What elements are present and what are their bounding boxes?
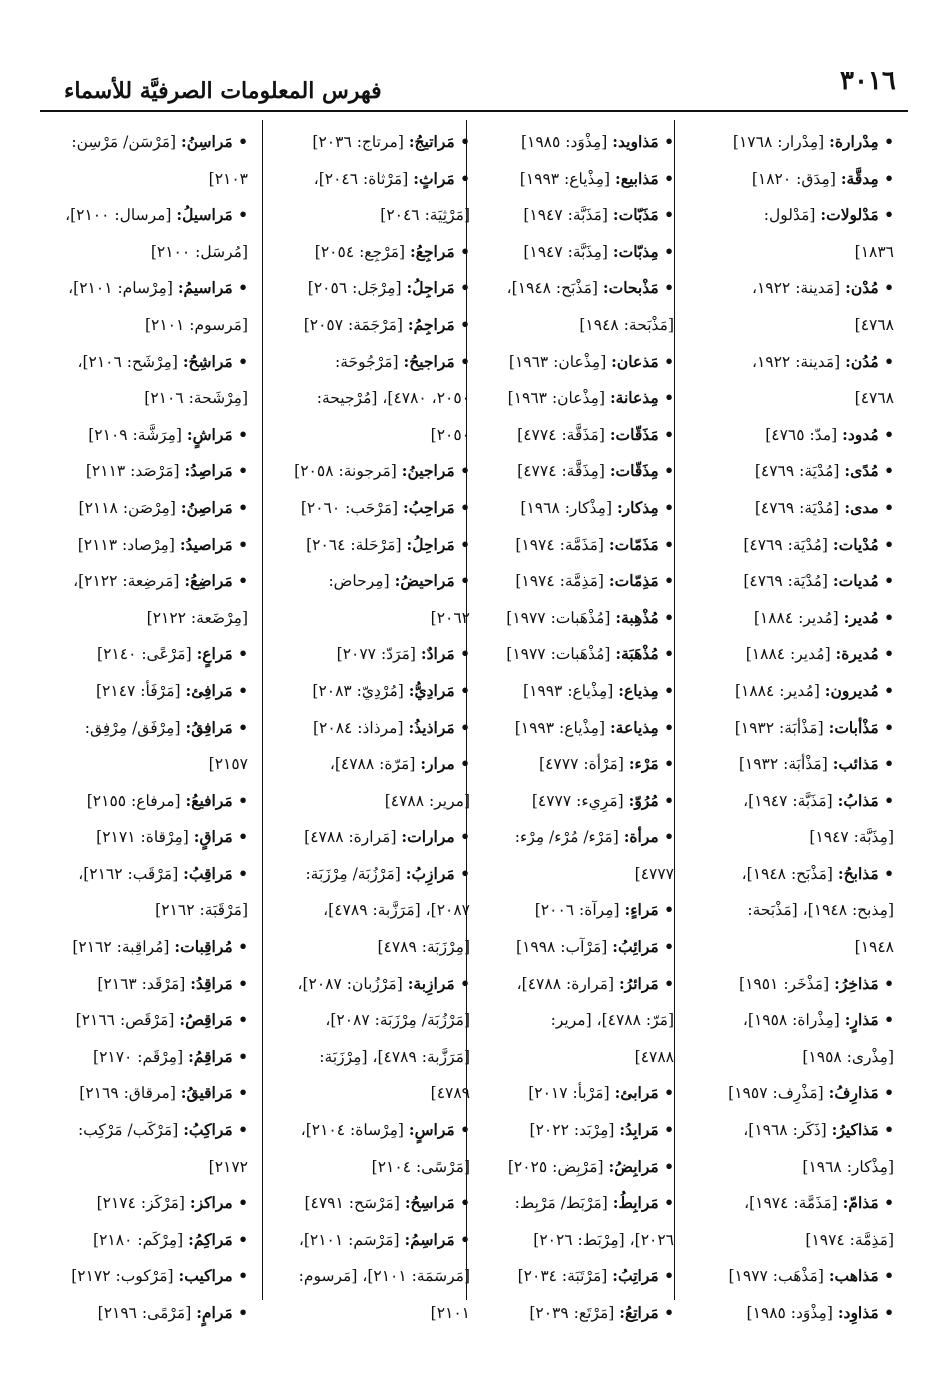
index-entry-line: • مُرُوّ: [مَرِيء: ٤٧٧٧]	[531, 790, 674, 810]
index-entry-line: [مَرسَمَة: ٢١٠١]، [مَرسوم:	[298, 1267, 470, 1286]
index-entry-line: • مَذابحُ: [مَذْبَح: ١٩٤٨]،	[741, 863, 894, 883]
index-entry-line: • مَرافِئ: [مَرْفَأ: ٢١٤٧]	[95, 680, 248, 700]
index-entry-line: [مَذْبَحة: ١٩٤٨]	[579, 315, 674, 334]
index-entry-line: • مَدْلولات: [مَدْلول:	[763, 205, 894, 225]
index-entry-line: • مُديات: [مُدْيَة: ٤٧٦٩]	[743, 571, 894, 591]
index-entry-line: ٢٠٥٠]	[430, 425, 470, 444]
index-entry-line: • مُذْهَبَة: [مُذْهَبات: ١٩٧٧]	[506, 644, 674, 664]
index-entry-line: • مِذياعة: [مِذْياع: ١٩٩٣]	[514, 717, 674, 737]
index-column-3	[270, 124, 470, 1332]
index-entry-line: ٢١٥٧]	[208, 755, 248, 774]
index-entry-line: ٤٧٦٨]	[854, 315, 894, 334]
index-entry-line: • مَرابِطُ: [مَرْبَط/ مَرْبِط:	[514, 1193, 674, 1213]
index-entry-line: • مَراقٍ: [مِرْقاة: ٢١٧١]	[96, 827, 248, 847]
index-entry-line: ٢٠٢٦]، [مِرْبَط: ٢٠٢٦]	[533, 1230, 674, 1249]
index-entry-line: • مَرابئ: [مَرْبأ: ٢٠١٧]	[528, 1083, 674, 1103]
index-entry-line: • مَرادٌ: [مَرَدّ: ٢٠٧٧]	[336, 644, 470, 664]
index-entry-line: • مَراجِلُ: [مِرْجَل: ٢٠٥٦]	[307, 278, 470, 298]
index-entry-line: • مِدْرارة: [مِدْرار: ١٧٦٨]	[732, 132, 894, 151]
index-entry-line: ١٨٣٦]	[854, 242, 894, 261]
index-entry-line: [مَرّ: ٤٧٨٨]، [مرير:	[550, 1011, 674, 1030]
index-entry-line: [مَرسوم: ٢١٠١]	[144, 315, 248, 334]
index-entry-line: • مَراصِنُ: [مِرْصَن: ٢١١٨]	[78, 497, 248, 517]
index-entry-line: • مَذاوِد: [مِذْوَد: ١٩٨٥]	[746, 1303, 894, 1322]
index-entry-line: • مراكيب: [مَرْكوب: ٢١٧٢]	[71, 1266, 248, 1286]
index-entry-line: [مَرْقَبَة: ٢١٦٢]	[155, 901, 248, 920]
index-entry-line: • مِذياع: [مِذْياع: ١٩٩٣]	[523, 680, 674, 700]
index-entry-line: • مَراسِنُ: [مَرْسَن/ مَرْسِن:	[71, 132, 248, 151]
index-entry-line: • مراكز: [مَرْكَز: ٢١٧٤]	[96, 1193, 248, 1213]
index-entry-line: • مَراذيذُ: [مرذاذ: ٢٠٨٤]	[312, 717, 470, 737]
index-entry-line: • مَذارٍ: [مِذْراة: ١٩٥٨]،	[742, 1010, 894, 1030]
index-entry-line: • مَراقِدُ: [مَرْقَد: ٢١٦٣]	[97, 973, 248, 993]
index-entry-line: • مَذَبّات: [مَذَبَّة: ١٩٤٧]	[523, 205, 674, 225]
index-entry-line: ٤٧٨٩]	[430, 1084, 470, 1103]
index-entry-line: • مدى: [مُدْيَة: ٤٧٦٩]	[754, 497, 894, 517]
index-entry-line: • مُدًى: [مُدْيَة: ٤٧٦٩]	[754, 461, 894, 481]
index-entry-line: ٢١٧٢]	[208, 1157, 248, 1176]
index-entry-line: • مِذعانة: [مِذْعان: ١٩٦٣]	[507, 388, 674, 408]
index-entry-line: • مُراقِبات: [مُراقِبة: ٢١٦٢]	[72, 937, 248, 957]
index-entry-line: • مَراسٍ: [مِرْساة: ٢١٠٤]،	[300, 1120, 470, 1140]
index-entry-line: • مَرامٍ: [مَرْمًى: ٢١٩٦]	[97, 1303, 248, 1322]
index-entry-line: • مِذبّات: [مِذَبَّة: ١٩٤٧]	[523, 241, 674, 261]
index-entry-line: • مرار: [مَرّة: ٤٧٨٨]،	[329, 754, 470, 774]
index-entry-line: • مَرائرُ: [مَرارة: ٤٧٨٨]،	[516, 973, 674, 993]
index-entry-line: • مَرابِدُ: [مِرْبَد: ٢٠٢٢]	[529, 1120, 674, 1140]
index-entry-line: • مَراقيقُ: [مرقاق: ٢١٦٩]	[79, 1083, 248, 1103]
index-entry-line: • مَراعٍ: [مَرْعًى: ٢١٤٠]	[97, 644, 248, 664]
index-entry-line: • مَرابِضُ: [مَرْبِض: ٢٠٢٥]	[507, 1156, 674, 1176]
index-entry-line: ٤٧٨٨]	[634, 1047, 674, 1066]
index-entry-line: • مَراسيمُ: [مِرْسام: ٢١٠١]،	[68, 278, 248, 298]
index-entry-line: • مَذَمّات: [مَذَمَّة: ١٩٧٤]	[515, 534, 674, 554]
index-entry-line: • مَذاويد: [مِذْوَد: ١٩٨٥]	[520, 132, 674, 151]
index-entry-line: • مَرازِبة: [مَرْزُبان: ٢٠٨٧]،	[297, 973, 470, 993]
index-entry-line: • مَذارِفُ: [مَذْرِف: ١٩٥٧]	[728, 1083, 894, 1103]
index-entry-line: ٢٠٨٧]، [مَرَزَّبة: ٤٧٨٩]،	[323, 901, 470, 920]
index-column-4	[48, 124, 248, 1332]
index-entry-line: • مَراشٍ: [مِرَشَّة: ٢١٠٩]	[88, 424, 248, 444]
index-entry-line: • مَراجِعُ: [مَرْجِع: ٢٠٥٤]	[314, 241, 470, 261]
index-entry-line: • مَراتيجُ: [مرتاج: ٢٠٣٦]	[312, 132, 470, 151]
index-entry-line: • مَراسِحُ: [مَرْسَح: ٤٧٩١]	[304, 1193, 470, 1213]
index-entry-line: • مَراثٍ: [مَرْثاة: ٢٠٤٦]،	[313, 168, 470, 188]
index-entry-line: • مِدقَّة: [مِدَق: ١٨٢٠]	[751, 168, 894, 188]
index-entry-line: • مَراقِصُ: [مَرْقَص: ٢١٦٦]	[75, 1010, 248, 1030]
index-entry-line: [مرير: ٤٧٨٨]	[384, 791, 470, 810]
index-entry-line: ٢١٠٣]	[208, 169, 248, 188]
index-entry-line: • مَذاهب: [مَذْهَب: ١٩٧٧]	[728, 1266, 894, 1286]
index-entry-line: • مَذامّ: [مَذَمَّة: ١٩٧٤]،	[744, 1193, 894, 1213]
index-entry-line: ٤٧٧٧]	[634, 864, 674, 883]
index-entry-line: • مَذائب: [مَذْأبَة: ١٩٣٢]	[738, 754, 894, 774]
header-rule	[40, 110, 908, 112]
index-column-2	[474, 124, 674, 1332]
index-entry-line: • مَراجيحُ: [مَرْجُوحَة:	[335, 351, 470, 371]
running-title: فهرس المعلومات الصرفيَّة للأسماء	[64, 78, 382, 104]
index-entry-line: [مِذْكار: ١٩٦٨]	[802, 1157, 894, 1176]
index-entry-line: • مِذكار: [مِذْكار: ١٩٦٨]	[520, 497, 674, 517]
index-entry-line: • مَراحيضُ: [مِرحاض:	[328, 571, 470, 591]
index-entry-line: • مَراكِبُ: [مَرْكَب/ مَرْكِب:	[77, 1120, 248, 1140]
index-entry-line: • مَراشِحُ: [مِرْشَح: ٢١٠٦]،	[77, 351, 248, 371]
index-entry-line: [مَرْزُبَة/ مِرْزَبَة: ٢٠٨٧]،	[325, 1011, 470, 1030]
index-entry-line: • مَذعان: [مِذْعان: ١٩٦٣]	[508, 351, 674, 371]
index-entry-line: • مرأة: [مَرْء/ مُرْء/ مِرْء:	[514, 827, 674, 847]
index-entry-line: • مَرادِيُّ: [مُرْدِيّ: ٢٠٨٣]	[312, 680, 470, 700]
index-entry-line: • مَراضِعُ: [مَرضِعة: ٢١٢٢]،	[73, 571, 248, 591]
index-entry-line: • مَراتِعُ: [مَرْتَع: ٢٠٣٩]	[529, 1303, 674, 1322]
index-entry-line: • مرارات: [مَرارة: ٤٧٨٨]	[304, 827, 470, 847]
page-header	[40, 66, 910, 108]
index-entry-line: ٢٠٦٢]	[430, 608, 470, 627]
index-entry-line: ٢١٠١]	[430, 1304, 470, 1322]
index-entry-line: • مُدير: [مُدير: ١٨٨٤]	[753, 607, 894, 627]
index-entry-line: • مُدْيات: [مُدْيَة: ٤٧٦٩]	[743, 534, 894, 554]
index-entry-line: • مَذْبحات: [مَذْبَح: ١٩٤٨]،	[506, 278, 674, 298]
page-number: ٣٠١٦	[840, 66, 896, 96]
index-entry-line: • مَراجِمُ: [مَرْجَمَة: ٢٠٥٧]	[303, 314, 470, 334]
index-entry-line: [مِرْزَبَة: ٤٧٨٩]	[377, 938, 470, 957]
index-entry-line: [مَرَزَّبة: ٤٧٨٩]، [مِرْزَبَة:	[319, 1047, 470, 1066]
index-entry-line: • مَرافيعُ: [مرفاع: ٢١٥٥]	[86, 790, 248, 810]
index-entry-line: • مَراتِبُ: [مَرْتَبَة: ٢٠٣٤]	[517, 1266, 674, 1286]
index-entry-line: • مُدْن: [مَدينة: ١٩٢٢،	[751, 278, 894, 298]
index-entry-line: • مَراحِلُ: [مَرْحَلة: ٢٠٦٤]	[306, 534, 470, 554]
index-entry-line: • مَراصيدُ: [مِرْصاد: ٢١١٣]	[77, 534, 248, 554]
index-entry-line: • مُذْهِبة: [مُذْهَبات: ١٩٧٧]	[506, 607, 674, 627]
index-entry-line: [مَرْسًى: ٢١٠٤]	[371, 1157, 470, 1176]
index-entry-line: • مَذْأبات: [مَذْأبَة: ١٩٣٢]	[734, 717, 894, 737]
index-entry-line: • مَذابيع: [مِذْياع: ١٩٩٣]	[519, 168, 674, 188]
column-divider	[674, 120, 675, 1300]
index-entry-line: • مُدود: [مدّ: ٤٧٦٥]	[765, 424, 894, 444]
index-entry-line: • مَراسيلُ: [مرسال: ٢١٠٠]،	[65, 205, 248, 225]
index-entry-line: [مَرْثِيَة: ٢٠٤٦]	[380, 206, 470, 225]
index-entry-line: [مِذْرى: ١٩٥٨]	[802, 1047, 894, 1066]
index-entry-line: [مِرْشَحة: ٢١٠٦]	[144, 389, 248, 408]
index-entry-line: • مَرازِبُ: [مَرْزُبَة/ مِرْزَبَة:	[305, 863, 470, 883]
index-entry-line: • مَراسِمُ: [مَرْسَم: ٢١٠١]،	[298, 1229, 470, 1249]
index-entry-line: • مَرافِقُ: [مِرْفَق/ مِرْفِق:	[84, 717, 248, 737]
index-entry-line: • مَذابُ: [مَذَبَّة: ١٩٤٧]،	[743, 790, 894, 810]
index-entry-line: • مَراقِمُ: [مِرْقَم: ٢١٧٠]	[93, 1046, 248, 1066]
index-entry-line: • مَذِمّات: [مَذِمَّة: ١٩٧٤]	[515, 571, 674, 591]
index-entry-line: [مَذِمَّة: ١٩٧٤]	[805, 1230, 894, 1249]
index-entry-line: ١٩٤٨]	[854, 938, 894, 957]
index-entry-line: • مُديرون: [مُدير: ١٨٨٤]	[734, 680, 894, 700]
index-entry-line: • مِذَقّات: [مِذَقَّة: ٤٧٧٤]	[517, 461, 674, 481]
index-entry-line: • مَراحِبُ: [مَرْحَب: ٢٠٦٠]	[300, 497, 470, 517]
index-entry-line: [مِرْضَعة: ٢١٢٢]	[146, 608, 248, 627]
index-entry-line: • مَرائِبُ: [مَرْآب: ١٩٩٨]	[516, 937, 674, 957]
index-entry-line: ٤٧٦٨]	[854, 389, 894, 408]
index-entry-line: ٢٠٥٠، ٤٧٨٠]، [مُرْجيحة:	[316, 389, 470, 408]
index-entry-line: • مَرْء: [مَرْأة: ٤٧٧٧]	[539, 754, 674, 774]
index-entry-line: [مِذبح: ١٩٤٨]، [مَذْبَحة:	[747, 901, 894, 920]
index-entry-line: • مَراكِمُ: [مِرْكَم: ٢١٨٠]	[93, 1229, 248, 1249]
index-entry-line: [مِذَبَّة: ١٩٤٧]	[809, 828, 894, 847]
index-entry-line: • مَذاخِرُ: [مَذْخَر: ١٩٥١]	[739, 973, 894, 993]
index-entry-line: • مُدُن: [مَدينة: ١٩٢٢،	[751, 351, 894, 371]
index-entry-line: • مَذَقّات: [مَذَقَّة: ٤٧٧٤]	[517, 424, 674, 444]
index-entry-line: • مُديرة: [مُدير: ١٨٨٤]	[745, 644, 894, 664]
index-entry-line: • مَراءٍ: [مِرآة: ٢٠٠٦]	[534, 900, 674, 920]
index-entry-line: • مَراجينُ: [مَرجونة: ٢٠٥٨]	[294, 461, 470, 481]
index-column-1	[694, 124, 894, 1332]
index-entry-line: • مَراقِبُ: [مَرْقَب: ٢١٦٢]،	[78, 863, 248, 883]
index-entry-line: • مَراصِدُ: [مَرْصَد: ٢١١٣]	[85, 461, 248, 481]
index-entry-line: [مُرسَل: ٢١٠٠]	[150, 242, 248, 261]
column-divider	[262, 120, 263, 1300]
index-entry-line: • مَذاكيرُ: [ذَكَر: ١٩٦٨]،	[743, 1120, 894, 1140]
